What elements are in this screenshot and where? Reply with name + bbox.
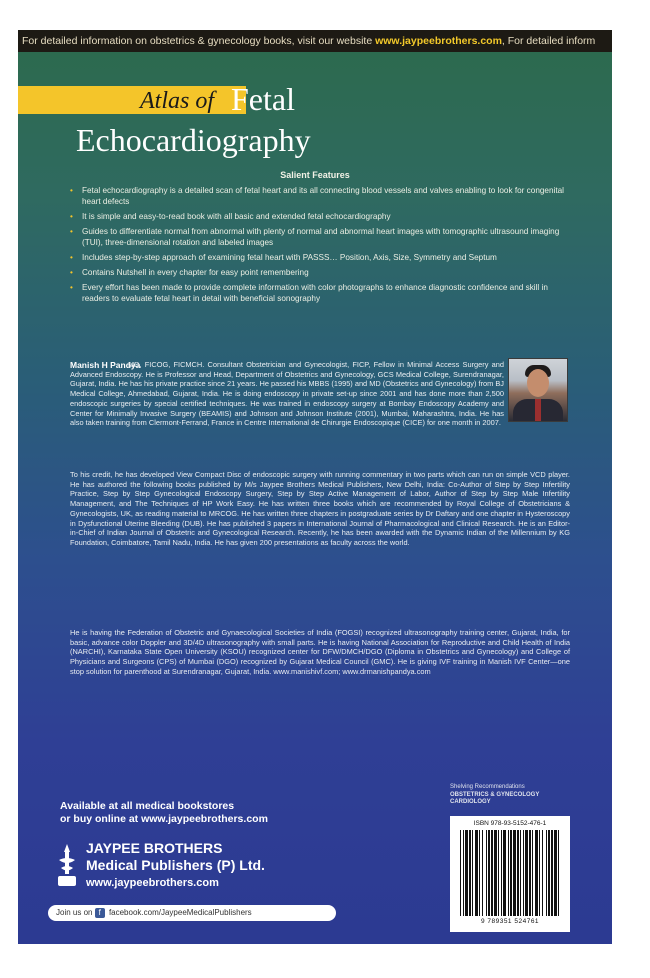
isbn-barcode [450,816,570,932]
author-bio-paragraph-1: MD, FICOG, FICMCH. Consultant Obstetrician and Gynecologist, FICP, Fellow in Minimal Access Surgery and Advanced Endoscopy. He is Professor and Head, Department of Obstetrics and Gynecology, GCS Medical College, Surendranagar, Gujarat, India. He has his private practice since 21 years. He passed his MBBS (1995) and MD (Obstetrics and Gynecology) from BJ Medical College, Ahmedabad, Gujarat, India. He is doing endoscopy in private set-up since 2001 and has done more than 2,500 endoscopic surgeries by special certified techniques. He was trained in endoscopy surgery at Bombay Endoscopy Academy and Center for Minimally Invasive Surgery (BEAMIS) and Johnson and Johnson Institute (2001), Mumbai, Maharashtra, India. He has also taken training from Clermont-Ferrand, France in Centre International de Chirurgie Endoscopique (CICE) for one month in 2007. [70,360,504,428]
author-name: Manish H Pandya [70,360,141,370]
availability-note [60,800,268,826]
feature-item: • Includes step-by-step approach of examining fetal heart with PASSS… Position, Axis, Size, Symmetry and Septum [70,253,497,262]
bullet-icon: • [70,283,73,292]
title-fetal: Fetal [231,81,295,117]
book-back-cover [18,30,612,944]
top-band-suffix: , For detailed inform [501,35,596,47]
availability-line-2: or buy online at www.jaypeebrothers.com [60,813,268,825]
facebook-icon: f [95,908,105,918]
feature-item: • Guides to differentiate normal from abnormal with plenty of normal and abnormal heart images with tomographic ultrasound imaging (TUI), three-dimensional rotation and labeled images [70,227,560,247]
publisher-subtitle: Medical Publishers (P) Ltd. [86,857,265,873]
publisher-website: www.jaypeebrothers.com [86,877,219,889]
feature-item: • Contains Nutshell in every chapter for easy point remembering [70,268,309,277]
bullet-icon: • [70,212,73,221]
title-echocardiography: Echocardiography [76,122,311,158]
feature-item: • Fetal echocardiography is a detailed scan of fetal heart and its all connecting blood vessels and valves enabling to look for congenital heart defects [70,186,564,206]
top-band-website: www.jaypeebrothers.com [375,35,502,47]
author-bio-paragraph-2: To his credit, he has developed View Compact Disc of endoscopic surgery with running commentary in two parts which can run on simple VCD player. He has authored the following books published by M/s Jaypee Brothers Medical Publishers, New Delhi, India: Co-Author of Step by Step Infertility Practice, Step by Step Gynecological Endoscopy Surgery, Step by Step Active Management of Labor, Author of Step by Step Male Infertility Management, and The Techniques of HP Work Easy. He has written three books which are recommended by Royal College of Obstetricians & Gynecologists, UK, as reading material to MRCOG. He has written three chapters in postgraduate series by Dr Daftary and one chapter in Hysteroscopy in Dysfunctional Uterine Bleeding (DUB). He has published 3 papers in International Journal of Pharmacological and Clinical Research. He is an Editor-in-Chief of Indian Journal of Obstetric and Gynecological Research. Recently, he has been awarded with the Dynamic Indian of the Millennium by KG Foundation, Coimbatore, Tamil Nadu, India. He has given 200 presentations as faculty across the world. [70,470,570,547]
top-band-prefix: For detailed information on obstetrics & gynecology books, visit our website [22,35,376,47]
author-photo [508,358,568,422]
availability-line-1: Available at all medical bookstores [60,800,235,812]
feature-item: • It is simple and easy-to-read book with all basic and extended fetal echocardiography [70,212,391,221]
feature-item: • Every effort has been made to provide complete information with color photographs to enhance diagnostic confidence and skill in readers to evaluate fetal heart in detail with beneficial sonography [70,283,548,303]
bullet-icon: • [70,268,73,277]
bullet-icon: • [70,253,73,262]
barcode-bars [458,830,562,916]
bullet-icon: • [70,186,73,195]
author-bio-paragraph-3: He is having the Federation of Obstetric and Gynaecological Societies of India (FOGSI) recognized ultrasonography training center, Gujarat, India, for basic, advance color Doppler and 3D/4D ultrasonography with small parts. He is having National Association for Reproductive and Child Health of India (NARCHI), Karnataka State Open University (KSOU) recognized center for DFW/DMCH/DGO (Diploma in Obstetrics and Gynecology) and College of Physicians and Surgeons (CPS) of Mumbai (DGO) recognized by Gujarat Medical Council (GMC). He is giving IVF training in Manish IVF Center—one stop solution for parenthood at Surendranagar, Gujarat, India. www.manishivf.com; www.drmanishpandya.com [70,628,570,676]
shelving-recommendations: Shelving Recommendations OBSTETRICS & GYNECOLOGY CARDIOLOGY [450,784,540,805]
bullet-icon: • [70,227,73,236]
features-heading: Salient Features [280,170,350,180]
isbn-top-text: ISBN 978-93-5152-476-1 [473,820,547,827]
facebook-banner [48,905,336,921]
title-atlas-of: Atlas of [140,88,215,114]
isbn-bottom-text: 9 789351 524761 [480,918,540,925]
top-info-band [18,30,612,52]
publisher-name: JAYPEE BROTHERS [86,840,223,856]
features-list [70,185,568,308]
publisher-logo-icon [54,842,80,890]
facebook-url: facebook.com/JaypeeMedicalPublishers [108,908,252,917]
facebook-prefix: Join us on [56,908,93,917]
